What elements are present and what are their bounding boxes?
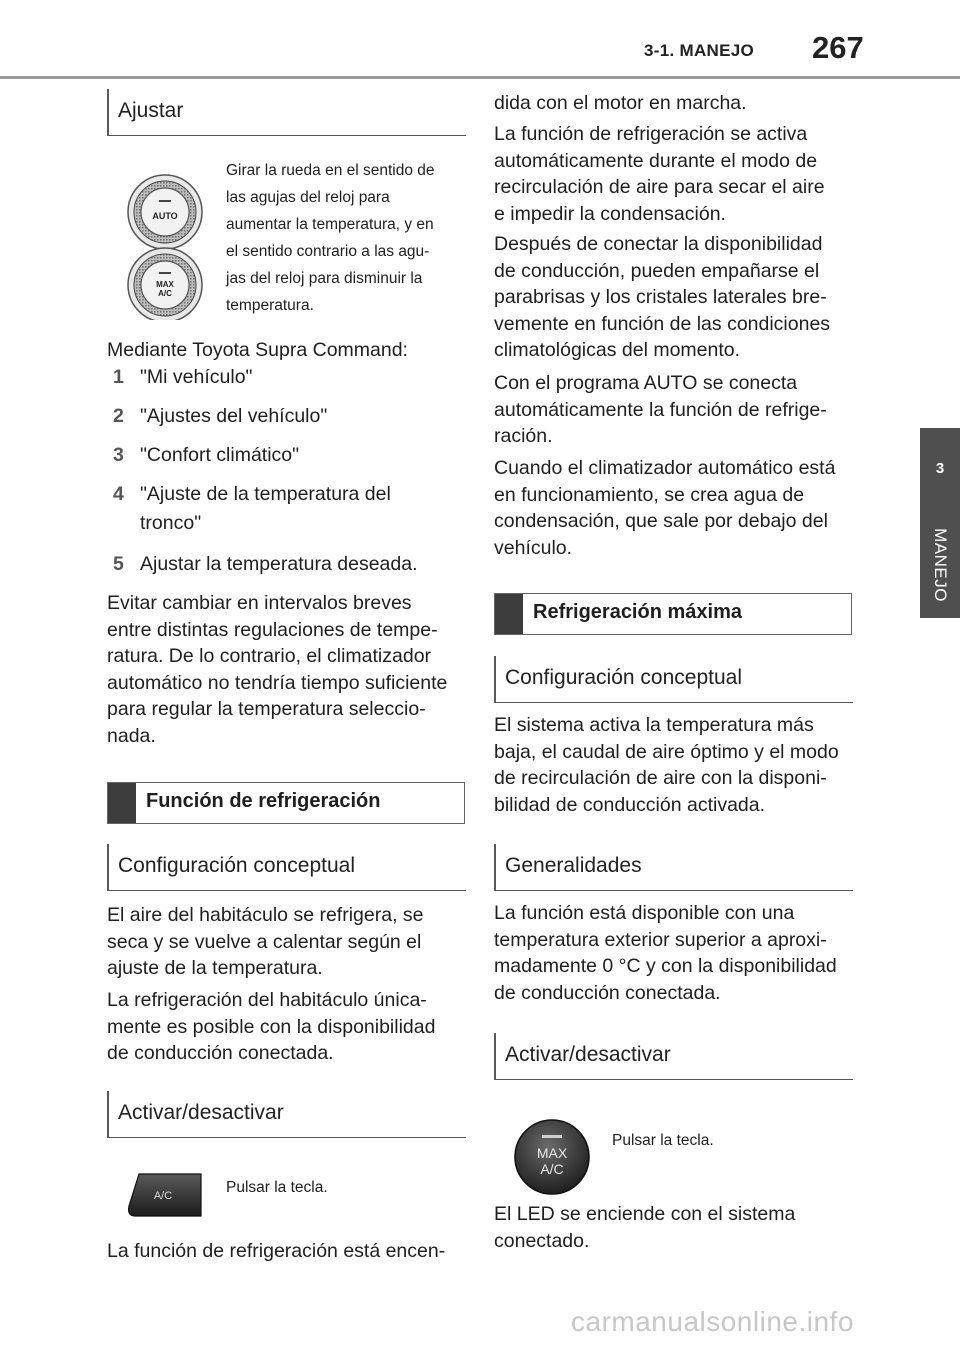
max-ac-button-figure [512,1118,592,1196]
step-5: 5 Ajustar la temperatura deseada. [113,553,418,575]
paragraph-auto: Con el programa AUTO se conecta automáticamente la función de refrige- ración. [494,372,827,447]
step-1: 1 "Mi vehículo" [113,366,253,388]
warning-paragraph: Evitar cambiar en intervalos breves entre distintas regulaciones de tempe- ratura. De lo contrario, el climatizador automático no tendría tiempo suficiente para regular la temperatura seleccio- nada. [107,592,448,747]
paragraph-condensacion: Cuando el climatizador automático está en funcionamiento, se crea agua de condensación, que sale por debajo del vehículo. [494,457,836,559]
config-conceptual-heading-left: Configuración conceptual [107,844,466,891]
activar-heading-right: Activar/desactivar [494,1033,853,1080]
pulsar-note-right: Pulsar la tecla. [612,1132,714,1149]
auto-knob [128,175,202,249]
step-4: 4 "Ajuste de la temperatura del tronco" [113,483,391,534]
ac-button-figure [125,1170,203,1220]
max-knob-label: MAX [156,280,174,289]
activar-heading-left: Activar/desactivar [107,1091,466,1138]
final-line-left: La función de refrigeración está encen- [107,1240,446,1262]
config-conceptual-heading-right: Configuración conceptual [494,656,853,703]
chapter-tab-label: MANEJO [931,528,950,602]
page-header [0,0,960,80]
watermark: carmanualsonline.info [571,1306,854,1337]
temperature-knobs-figure [127,170,203,320]
generalidades-paragraph: La función está disponible con una temperatura exterior superior a aproxi- madamente 0 °C y con la disponibilidad de conducción conectada. [494,902,837,1004]
max-ac-knob [128,248,202,320]
auto-knob-label: AUTO [152,211,178,221]
config-paragraph-left-2: La refrigeración del habitáculo única- mente es posible con la disponibilidad de conducción conectada. [107,989,436,1064]
continuation-line: dida con el motor en marcha. [494,92,747,114]
heading-bar [108,783,136,823]
led-paragraph: El LED se enciende con el sistema conectado. [494,1203,796,1252]
ajustar-heading: Ajustar [107,89,466,136]
paragraph-refrigeracion-auto: La función de refrigeración se activa automáticamente durante el modo de recirculación de aire para secar el aire e impedir la condensación. [494,123,825,225]
max-button-label: MAX [536,1145,568,1161]
config-paragraph-left-1: El aire del habitáculo se refrigera, se seca y se vuelve a calentar según el ajuste de la temperatura. [107,904,424,979]
section-title: 3-1. MANEJO [644,41,755,60]
ajustar-note: Girar la rueda en el sentido de las agujas del reloj para aumentar la temperatura, y en el sentido contrario a las agu- jas del reloj para disminuir la temperatura. [226,162,435,314]
generalidades-heading: Generalidades [494,844,853,891]
refrigeracion-maxima-heading: Refrigeración máxima [494,593,852,635]
paragraph-empanado: Después de conectar la disponibilidad de conducción, pueden empañarse el parabrisas y los cristales laterales bre- vemente en función de las condiciones climatológicas del momento. [494,233,831,361]
chapter-tab-number: 3 [935,460,945,477]
page-number: 267 [812,30,864,65]
header-rule [0,76,960,79]
ac-button-label: A/C [153,1190,173,1202]
command-intro: Mediante Toyota Supra Command: [107,339,408,361]
step-3: 3 "Confort climático" [113,444,300,466]
ac-label: A/C [540,1161,564,1177]
pulsar-note-left: Pulsar la tecla. [226,1179,328,1196]
config-paragraph-right: El sistema activa la temperatura más baja, el caudal de aire óptimo y el modo de recirculación de aire con la disponi- bilidad de conducción activada. [494,714,839,816]
funcion-refrigeracion-heading: Función de refrigeración [107,782,465,824]
ac-knob-label: A/C [158,289,172,298]
step-2: 2 "Ajustes del vehículo" [113,405,328,427]
heading-bar [495,594,523,634]
